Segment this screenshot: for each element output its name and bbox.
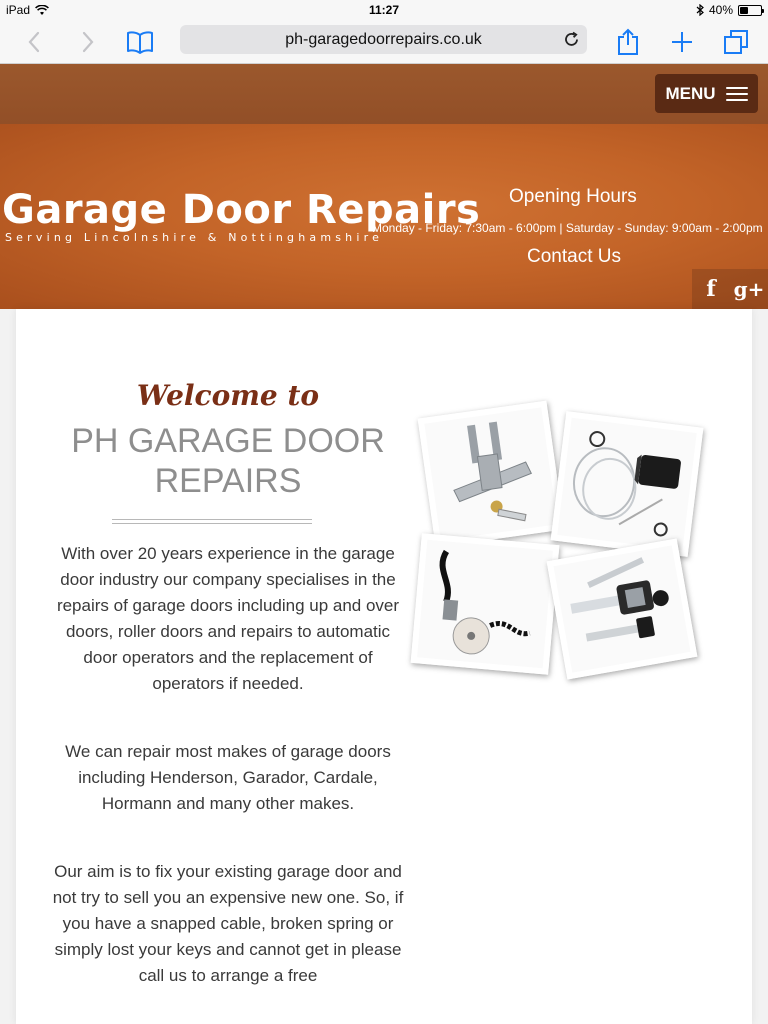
- site-title[interactable]: Garage Door Repairs: [2, 187, 481, 233]
- reload-icon[interactable]: [563, 31, 580, 48]
- browser-toolbar: [0, 20, 768, 64]
- parts-photo-collage: [408, 399, 708, 689]
- device-name: iPad: [6, 3, 31, 17]
- locks-image: [554, 545, 691, 672]
- url-text: ph-garagedoorrepairs.co.uk: [285, 30, 482, 48]
- tabs-button[interactable]: [720, 26, 752, 58]
- battery-icon: [738, 5, 762, 16]
- battery-percent: 40%: [708, 3, 733, 17]
- site-header: [0, 64, 768, 309]
- bookmarks-icon: [126, 30, 154, 54]
- door-handle-image: [424, 407, 557, 540]
- contact-us-link[interactable]: Contact Us: [527, 246, 621, 267]
- spring-image: [417, 540, 553, 669]
- tabs-icon: [723, 29, 749, 55]
- forward-icon: [81, 31, 95, 53]
- photo-spring: [411, 533, 560, 675]
- opening-hours-heading: Opening Hours: [509, 186, 637, 207]
- status-right: [696, 3, 762, 17]
- status-bar: [0, 0, 768, 20]
- social-links: [692, 269, 768, 309]
- share-button[interactable]: [612, 26, 644, 58]
- clock: 11:27: [368, 3, 400, 17]
- photo-cables: [551, 411, 704, 557]
- heading-divider: [112, 519, 312, 524]
- photo-locks: [547, 538, 698, 679]
- back-button[interactable]: [18, 26, 50, 58]
- photo-door-handle: [418, 401, 565, 548]
- new-tab-button[interactable]: [666, 26, 698, 58]
- aim-paragraph: Our aim is to fix your existing garage door and not try to sell you an expensive new one. So, if you have a snapped cable, broken spring or simply lost your keys and cannot get in please call us to arrange a free: [52, 862, 404, 985]
- opening-hours-text: Monday - Friday: 7:30am - 6:00pm | Saturday - Sunday: 9:00am - 2:00pm: [372, 221, 763, 235]
- content-card: [16, 309, 752, 1024]
- nav-bar: [0, 64, 768, 124]
- forward-button[interactable]: [72, 26, 104, 58]
- bookmarks-button[interactable]: [124, 26, 156, 58]
- site-tagline: Serving Lincolnshire & Nottinghamshire: [5, 231, 384, 244]
- bluetooth-icon: [696, 4, 704, 16]
- back-icon: [27, 31, 41, 53]
- cables-image: [557, 418, 696, 550]
- intro-paragraph: With over 20 years experience in the garage door industry our company specialises in the repairs of garage doors including up and over doors, roller doors and repairs to automatic door operators and the replacement of operators if needed.: [56, 544, 400, 693]
- welcome-heading: Welcome to: [136, 379, 320, 412]
- share-icon: [617, 28, 639, 56]
- makes-paragraph: We can repair most makes of garage doors including Henderson, Garador, Cardale, Hormann and many other makes.: [65, 742, 391, 813]
- google-plus-icon[interactable]: g+: [733, 277, 765, 301]
- new-tab-icon: [670, 30, 694, 54]
- address-bar[interactable]: [180, 25, 587, 54]
- header-banner: [0, 124, 768, 309]
- menu-label: MENU: [665, 83, 716, 103]
- main-content: [0, 309, 768, 1024]
- menu-button[interactable]: [655, 74, 758, 113]
- facebook-icon[interactable]: f: [706, 276, 716, 302]
- page-title: PH GARAGE DOOR REPAIRS: [71, 422, 385, 500]
- battery-fill: [740, 7, 748, 14]
- hamburger-icon: [726, 87, 748, 101]
